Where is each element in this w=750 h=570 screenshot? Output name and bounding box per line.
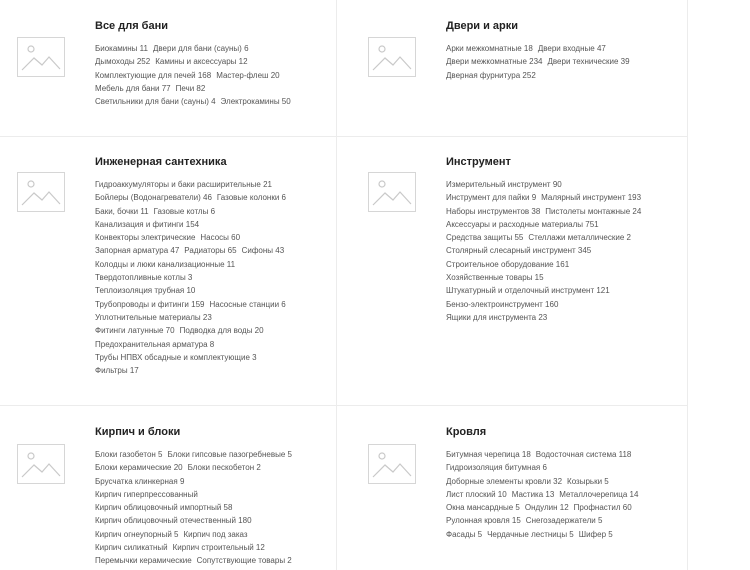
subcategory-list xyxy=(446,178,683,324)
subcategory-link[interactable]: Стеллажи металлические 2 xyxy=(528,233,631,243)
subcategory-link[interactable]: Трубопроводы и фитинги 159 xyxy=(95,299,205,309)
category-body xyxy=(446,19,683,82)
subcategory-link[interactable]: Газовые колонки 6 xyxy=(216,193,286,203)
subcategory-link[interactable]: Блоки газобетон 5 xyxy=(95,450,163,459)
subcategory-link[interactable]: Металлочерепица 14 xyxy=(559,489,639,499)
subcategory-row xyxy=(95,528,332,541)
right-border xyxy=(687,0,688,570)
subcategory-link[interactable]: Баки, бочки 11 xyxy=(95,206,149,216)
subcategory-link[interactable]: Кирпич облицовочный импортный 58 xyxy=(95,503,233,513)
subcategory-link[interactable]: Водосточная система 118 xyxy=(535,450,632,459)
category-title[interactable]: Все для бани xyxy=(95,20,168,32)
subcategory-row xyxy=(446,191,683,204)
subcategory-link[interactable]: Канализация и фитинги 154 xyxy=(95,219,200,229)
subcategory-link[interactable]: Кирпич облицовочный отечественный 180 xyxy=(95,516,252,526)
category-body xyxy=(446,425,683,541)
subcategory-row xyxy=(446,42,683,55)
subcategory-link[interactable]: Фитинги латунные 70 xyxy=(95,326,175,336)
subcategory-link[interactable]: Биокамины 11 xyxy=(95,44,148,53)
subcategory-link[interactable]: Светильники для бани (сауны) 4 xyxy=(95,97,216,107)
subcategory-list xyxy=(95,178,332,377)
subcategory-row xyxy=(446,461,683,474)
category-title[interactable]: Кирпич и блоки xyxy=(95,426,181,438)
subcategory-link[interactable]: Фильтры 17 xyxy=(95,366,139,376)
subcategory-link[interactable]: Кирпич гиперпрессованный xyxy=(95,489,198,499)
category-body xyxy=(95,155,332,377)
subcategory-row xyxy=(95,178,332,191)
subcategory-row xyxy=(446,178,683,191)
subcategory-link[interactable]: Колодцы и люки канализационные 11 xyxy=(95,259,236,269)
subcategory-link[interactable]: Уплотнительные материалы 23 xyxy=(95,312,212,322)
subcategory-link[interactable]: Подводка для воды 20 xyxy=(179,326,264,336)
subcategory-row xyxy=(446,258,683,271)
subcategory-link[interactable]: Козырьки 5 xyxy=(567,476,609,486)
category-body xyxy=(446,155,683,324)
subcategory-row xyxy=(95,244,332,257)
subcategory-link[interactable]: Насосные станции 6 xyxy=(209,299,286,309)
subcategory-link[interactable]: Твердотопливные котлы 3 xyxy=(95,273,193,283)
subcategory-row xyxy=(95,514,332,527)
subcategory-row xyxy=(446,244,683,257)
subcategory-row xyxy=(95,82,332,95)
subcategory-link[interactable]: Аксессуары и расходные материалы 751 xyxy=(446,219,599,229)
subcategory-link[interactable]: Сопутствующие товары 2 xyxy=(196,556,292,566)
subcategory-link[interactable]: Кирпич силикатный xyxy=(95,543,168,553)
subcategory-row xyxy=(446,488,683,501)
subcategory-row xyxy=(95,271,332,284)
subcategory-link[interactable]: Гидроизоляция битумная 6 xyxy=(446,463,547,473)
subcategory-link[interactable]: Дымоходы 252 xyxy=(95,57,151,67)
subcategory-list xyxy=(446,42,683,82)
subcategory-row xyxy=(95,448,332,461)
subcategory-row xyxy=(95,541,332,554)
subcategory-link[interactable]: Дверная фурнитура 252 xyxy=(446,70,536,80)
subcategory-link[interactable]: Профнастил 60 xyxy=(573,503,632,513)
subcategory-row xyxy=(446,271,683,284)
subcategory-row xyxy=(95,218,332,231)
subcategory-link[interactable]: Кирпич под заказ xyxy=(183,529,248,539)
subcategory-link[interactable]: Перемычки керамические xyxy=(95,556,192,566)
category-card xyxy=(0,406,336,566)
subcategory-link[interactable]: Мебель для бани 77 xyxy=(95,83,171,93)
subcategory-link[interactable]: Трубы НПВХ обсадные и комплектующие 3 xyxy=(95,352,257,362)
subcategory-link[interactable]: Ящики для инструмента 23 xyxy=(446,312,548,322)
image-placeholder-icon[interactable] xyxy=(17,444,65,484)
subcategory-link[interactable]: Фасады 5 xyxy=(446,529,483,539)
subcategory-row xyxy=(95,231,332,244)
subcategory-row xyxy=(446,528,683,541)
subcategory-link[interactable]: Сифоны 43 xyxy=(241,246,285,256)
subcategory-row xyxy=(446,218,683,231)
subcategory-link[interactable]: Битумная черепица 18 xyxy=(446,450,531,459)
subcategory-row xyxy=(95,501,332,514)
subcategory-row xyxy=(446,311,683,324)
subcategory-link[interactable]: Радиаторы 65 xyxy=(184,246,237,256)
subcategory-link[interactable]: Шифер 5 xyxy=(578,529,613,539)
subcategory-row xyxy=(95,311,332,324)
subcategory-link[interactable]: Окна мансардные 5 xyxy=(446,503,520,513)
subcategory-link[interactable]: Блоки керамические 20 xyxy=(95,463,183,473)
subcategory-row xyxy=(446,231,683,244)
image-placeholder-icon[interactable] xyxy=(368,172,416,212)
image-placeholder-icon[interactable] xyxy=(17,172,65,212)
subcategory-link[interactable]: Бензо-электроинструмент 160 xyxy=(446,299,559,309)
subcategory-row xyxy=(95,461,332,474)
subcategory-row xyxy=(446,448,683,461)
subcategory-link[interactable]: Теплоизоляция трубная 10 xyxy=(95,286,196,296)
category-title[interactable]: Кровля xyxy=(446,426,487,438)
subcategory-link[interactable]: Столярный слесарный инструмент 345 xyxy=(446,246,592,256)
subcategory-link[interactable]: Конвекторы электрические xyxy=(95,233,196,243)
subcategory-row xyxy=(446,475,683,488)
subcategory-link[interactable]: Печи 82 xyxy=(175,83,206,93)
subcategory-row xyxy=(95,364,332,377)
subcategory-link[interactable]: Электрокамины 50 xyxy=(220,97,291,107)
subcategory-link[interactable]: Чердачные лестницы 5 xyxy=(487,529,574,539)
subcategory-link[interactable]: Кирпич строительный 12 xyxy=(172,543,265,553)
subcategory-link[interactable]: Рулонная кровля 15 xyxy=(446,516,521,526)
category-card xyxy=(351,0,687,130)
subcategory-row xyxy=(95,554,332,567)
image-placeholder-icon[interactable] xyxy=(368,444,416,484)
category-title[interactable]: Инструмент xyxy=(446,156,511,168)
subcategory-row xyxy=(95,191,332,204)
category-card xyxy=(351,137,687,322)
subcategory-row xyxy=(446,501,683,514)
subcategory-link[interactable]: Предохранительная арматура 8 xyxy=(95,339,215,349)
subcategory-row xyxy=(95,298,332,311)
subcategory-link[interactable]: Пистолеты монтажные 24 xyxy=(545,206,642,216)
subcategory-link[interactable]: Двери входные 47 xyxy=(537,44,606,53)
subcategory-link[interactable]: Двери технические 39 xyxy=(547,57,630,67)
subcategory-row xyxy=(95,324,332,337)
subcategory-link[interactable]: Комплектующие для печей 168 xyxy=(95,70,212,80)
subcategory-link[interactable]: Мастика 13 xyxy=(511,489,555,499)
subcategory-link[interactable]: Бойлеры (Водонагреватели) 46 xyxy=(95,193,212,203)
subcategory-list xyxy=(95,448,332,568)
category-title[interactable]: Двери и арки xyxy=(446,20,519,32)
subcategory-link[interactable]: Штукатурный и отделочный инструмент 121 xyxy=(446,286,610,296)
subcategory-link[interactable]: Арки межкомнатные 18 xyxy=(446,44,533,53)
category-body xyxy=(95,425,332,568)
subcategory-row xyxy=(95,338,332,351)
subcategory-link[interactable]: Газовые котлы 6 xyxy=(153,206,216,216)
subcategory-link[interactable]: Малярный инструмент 193 xyxy=(541,193,642,203)
subcategory-link[interactable]: Лист плоский 10 xyxy=(446,489,507,499)
subcategory-link[interactable]: Инструмент для пайки 9 xyxy=(446,193,537,203)
subcategory-row xyxy=(446,284,683,297)
subcategory-link[interactable]: Хозяйственные товары 15 xyxy=(446,273,544,283)
subcategory-link[interactable]: Наборы инструментов 38 xyxy=(446,206,541,216)
image-placeholder-icon[interactable] xyxy=(368,37,416,77)
subcategory-row xyxy=(95,95,332,108)
subcategory-link[interactable]: Насосы 60 xyxy=(200,233,241,243)
subcategory-list xyxy=(446,448,683,541)
subcategory-link[interactable]: Строительное оборудование 161 xyxy=(446,259,570,269)
subcategory-row xyxy=(446,55,683,68)
subcategory-link[interactable]: Запорная арматура 47 xyxy=(95,246,180,256)
category-card xyxy=(0,137,336,376)
subcategory-link[interactable]: Гидроаккумуляторы и баки расширительные 21 xyxy=(95,180,272,189)
subcategory-link[interactable]: Средства защиты 55 xyxy=(446,233,524,243)
subcategory-link[interactable]: Брусчатка клинкерная 9 xyxy=(95,476,185,486)
subcategory-row xyxy=(95,42,332,55)
subcategory-row xyxy=(446,514,683,527)
subcategory-link[interactable]: Двери межкомнатные 234 xyxy=(446,57,543,67)
subcategory-list xyxy=(95,42,332,108)
subcategory-link[interactable]: Блоки гипсовые пазогребневые 5 xyxy=(167,450,292,459)
subcategory-link[interactable]: Измерительный инструмент 90 xyxy=(446,180,562,189)
subcategory-row xyxy=(95,55,332,68)
subcategory-row xyxy=(446,298,683,311)
subcategory-link[interactable]: Мастер-флеш 20 xyxy=(216,70,280,80)
category-body xyxy=(95,19,332,108)
subcategory-row xyxy=(95,488,332,501)
subcategory-row xyxy=(95,284,332,297)
subcategory-link[interactable]: Кирпич огнеупорный 5 xyxy=(95,529,179,539)
subcategory-row xyxy=(446,69,683,82)
subcategory-row xyxy=(446,205,683,218)
subcategory-row xyxy=(95,69,332,82)
subcategory-row xyxy=(95,351,332,364)
category-card xyxy=(351,406,687,539)
subcategory-link[interactable]: Снегозадержатели 5 xyxy=(525,516,603,526)
image-placeholder-icon[interactable] xyxy=(17,37,65,77)
column-divider xyxy=(336,0,337,570)
subcategory-link[interactable]: Блоки пескобетон 2 xyxy=(187,463,261,473)
category-card xyxy=(0,0,336,130)
subcategory-row xyxy=(95,205,332,218)
category-title[interactable]: Инженерная сантехника xyxy=(95,156,227,168)
subcategory-link[interactable]: Камины и аксессуары 12 xyxy=(155,57,248,67)
subcategory-link[interactable]: Двери для бани (сауны) 6 xyxy=(152,44,249,53)
subcategory-link[interactable]: Доборные элементы кровли 32 xyxy=(446,476,563,486)
subcategory-link[interactable]: Ондулин 12 xyxy=(524,503,569,513)
subcategory-row xyxy=(95,475,332,488)
subcategory-row xyxy=(95,258,332,271)
